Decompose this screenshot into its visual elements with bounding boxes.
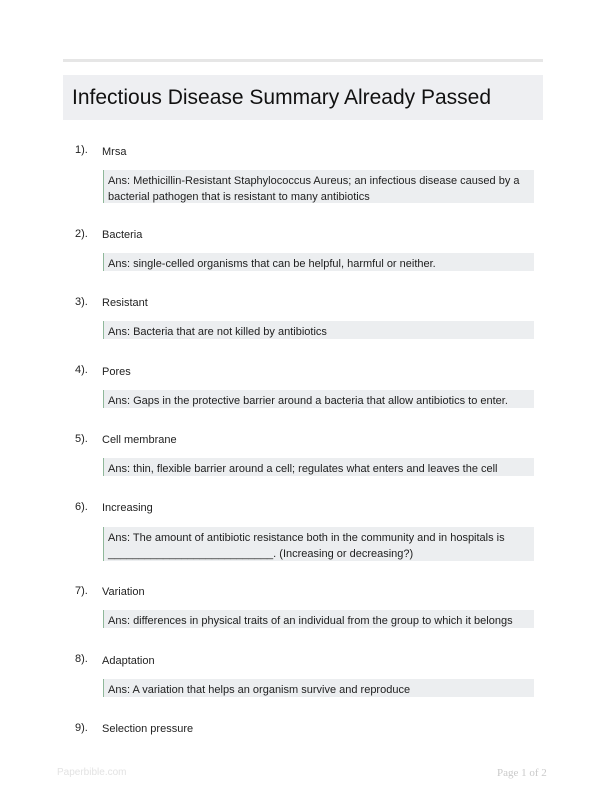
answer-text: Ans: A variation that helps an organism survive and reproduce	[108, 684, 411, 696]
answer-text: Ans: single-celled organisms that can be helpful, harmful or neither.	[108, 258, 436, 270]
page-title: Infectious Disease Summary Already Passed	[72, 86, 492, 109]
answer-text-line-1: Ans: Methicillin-Resistant Staphylococcus Aureus; an infectious disease caused by a	[108, 175, 520, 187]
answer-text-line-1: Ans: The amount of antibiotic resistance both in the community and in hospitals is	[108, 532, 505, 544]
title-banner	[63, 75, 543, 120]
answer-box	[103, 321, 534, 339]
footer-watermark: Paperbible.com	[57, 767, 127, 778]
answer-text: Ans: thin, flexible barrier around a cell; regulates what enters and leaves the cell	[108, 463, 498, 475]
question-term: Increasing	[102, 502, 153, 514]
question-number: 1).	[75, 144, 88, 156]
answer-text-line-2: bacterial pathogen that is resistant to many antibiotics	[108, 191, 370, 203]
page-number: Page 1 of 2	[497, 767, 547, 779]
question-number: 7).	[75, 585, 88, 597]
answer-box	[103, 253, 534, 271]
question-number: 4).	[75, 364, 88, 376]
question-number: 3).	[75, 296, 88, 308]
header-divider	[63, 59, 543, 62]
question-number: 5).	[75, 433, 88, 445]
answer-box	[103, 170, 534, 203]
answer-box	[103, 610, 534, 628]
question-term: Bacteria	[102, 229, 143, 241]
question-term: Selection pressure	[102, 723, 194, 735]
question-term: Variation	[102, 586, 145, 598]
question-term: Pores	[102, 366, 131, 378]
answer-text: Ans: differences in physical traits of an individual from the group to which it belongs	[108, 615, 513, 627]
answer-box	[103, 679, 534, 697]
answer-box	[103, 390, 534, 408]
question-term: Cell membrane	[102, 434, 177, 446]
question-term: Adaptation	[102, 655, 155, 667]
answer-box	[103, 458, 534, 476]
question-term: Resistant	[102, 297, 148, 309]
question-number: 8).	[75, 653, 88, 665]
question-term: Mrsa	[102, 146, 127, 158]
question-number: 6).	[75, 501, 88, 513]
question-number: 2).	[75, 228, 88, 240]
answer-box	[103, 527, 534, 561]
answer-text: Ans: Gaps in the protective barrier around a bacteria that allow antibiotics to enter.	[108, 395, 508, 407]
answer-text: Ans: Bacteria that are not killed by antibiotics	[108, 326, 327, 338]
question-number: 9).	[75, 722, 88, 734]
answer-text-line-2: ___________________________. (Increasing or decreasing?)	[108, 548, 414, 560]
